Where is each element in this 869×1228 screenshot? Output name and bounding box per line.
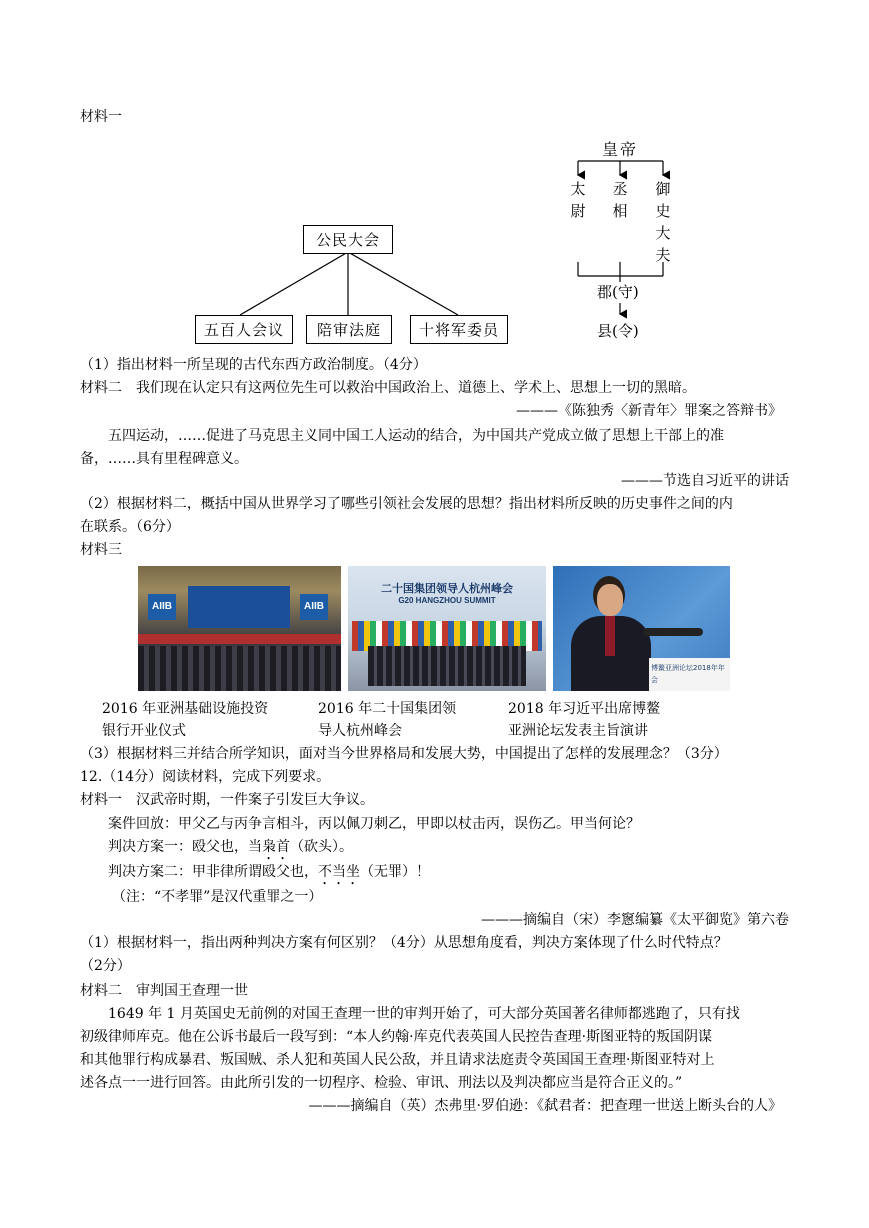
caption3-line1: 2018 年习近平出席博鳌 [508, 701, 661, 717]
material3-label: 材料三 [80, 542, 122, 558]
q12-source2: ———摘编自（英）杰弗里·罗伯逊：《弑君者：把查理一世送上断头台的人》 [308, 1098, 782, 1114]
aiib-logo-left: AIIB [148, 594, 176, 620]
question-1-2-line1: （2）根据材料二，概括中国从世界学习了哪些引领社会发展的思想？指出材料所反映的历史事件之间的内 [80, 496, 733, 512]
aiib-logo-right: AIIB [300, 594, 328, 620]
question-1-3: （3）根据材料三并结合所学知识，面对当今世界格局和发展大势，中国提出了怎样的发展理念？（3分） [80, 746, 728, 762]
caption1-line1: 2016 年亚洲基础设施投资 [102, 701, 269, 717]
caption2-line1: 2016 年二十国集团领 [318, 701, 457, 717]
q12-question1-line1: （1）根据材料一，指出两种判决方案有何区别？（4分）从思想角度看，判决方案体现了什么时代特点？ [80, 935, 728, 951]
q12-m2-line2: 初级律师库克。他在公诉书最后一段写到：“本人约翰·库克代表英国人民控告查理·斯图亚特的叛国阴谋 [80, 1029, 713, 1045]
q12-m2-line3: 和其他罪行构成暴君、叛国贼、杀人犯和英国人民公敌，并且请求法庭责令英国国王查理·斯图亚特对上 [80, 1052, 715, 1068]
question-1-2-line2: 在联系。（6分） [80, 519, 180, 535]
material2-quote: 材料二 我们现在认定只有这两位先生可以救治中国政治上、道德上、学术上、思想上一切的黑暗。 [80, 380, 696, 396]
athens-court-box: 陪审法庭 [306, 315, 392, 344]
boao-photo [553, 566, 730, 691]
qin-xian: 县(令) [597, 322, 639, 340]
aiib-photo [138, 566, 341, 691]
material2-source: ———《陈独秀〈新青年〉罪案之答辩书》 [516, 403, 782, 419]
q12-material2: 材料二 审判国王查理一世 [80, 983, 248, 999]
question-12-heading: 12.（14分）阅读材料，完成下列要求。 [80, 769, 331, 785]
q12-m2-line1: 1649 年 1 月英国史无前例的对国王查理一世的审判开始了，可大部分英国著名律师都逃跑了，只有找 [108, 1006, 740, 1022]
g20-banner-en: G20 HANGZHOU SUMMIT [398, 596, 496, 605]
material2-source2: ———节选自习近平的讲话 [621, 473, 789, 489]
caption1-line2: 银行开业仪式 [102, 723, 186, 739]
q12-question1-line2: （2分） [80, 958, 131, 974]
q12-plan1-tail: （砍头）。 [290, 839, 353, 855]
q12-plan2-text: 判决方案二：甲非律所谓殴父也， [108, 864, 318, 880]
q12-plan1-dotted: 枭首 [262, 839, 290, 855]
diagram-lines [0, 0, 869, 360]
qin-emperor: 皇帝 [602, 140, 639, 159]
boao-podium-sign: 博鳌亚洲论坛2018年年会 [649, 658, 730, 691]
material1-label: 材料一 [80, 109, 122, 125]
q12-material1: 材料一 汉武帝时期，一件案子引发巨大争议。 [80, 792, 374, 808]
athens-assembly-box: 公民大会 [303, 225, 393, 254]
qin-jun: 郡(守) [597, 283, 639, 301]
g20-photo [348, 566, 546, 691]
caption3-line2: 亚洲论坛发表主旨演讲 [508, 723, 648, 739]
q12-plan2-tail: （无罪）！ [360, 864, 430, 880]
q12-plan1 [108, 837, 353, 863]
q12-source: ———摘编自（宋）李窻编纂《太平御览》第六卷 [481, 912, 789, 928]
material2-para-line1: 五四运动，……促进了马克思主义同中国工人运动的结合，为中国共产党成立做了思想上干部上的准 [108, 428, 724, 444]
q12-note: （注：“不孝罪”是汉代重罪之一） [112, 889, 323, 905]
g20-banner-cn: 二十国集团领导人杭州峰会 [381, 582, 513, 595]
q12-plan2 [108, 862, 430, 888]
q12-case: 案件回放：甲父乙与丙争言相斗，丙以佩刀刺乙，甲即以杖击丙，误伤乙。甲当何论？ [108, 816, 640, 832]
athens-council-box: 五百人会议 [195, 315, 293, 344]
q12-plan2-dotted: 不当坐 [318, 864, 360, 880]
q12-m2-line4: 述各点一一进行回答。由此所引发的一切程序、检验、审讯、刑法以及判决都应当是符合正义的。” [80, 1075, 683, 1091]
caption2-line2: 导人杭州峰会 [318, 723, 402, 739]
qin-chengxiang: 丞相 [612, 180, 628, 220]
athens-generals-box: 十将军委员 [410, 315, 508, 344]
question-1-1: （1）指出材料一所呈现的古代东西方政治制度。（4分） [80, 357, 427, 373]
material2-para-line2: 备，……具有里程碑意义。 [80, 451, 248, 467]
qin-yushidafu: 御史大夫 [655, 180, 671, 264]
qin-taiwei: 太尉 [570, 180, 586, 220]
q12-plan1-text: 判决方案一：殴父也，当 [108, 839, 262, 855]
